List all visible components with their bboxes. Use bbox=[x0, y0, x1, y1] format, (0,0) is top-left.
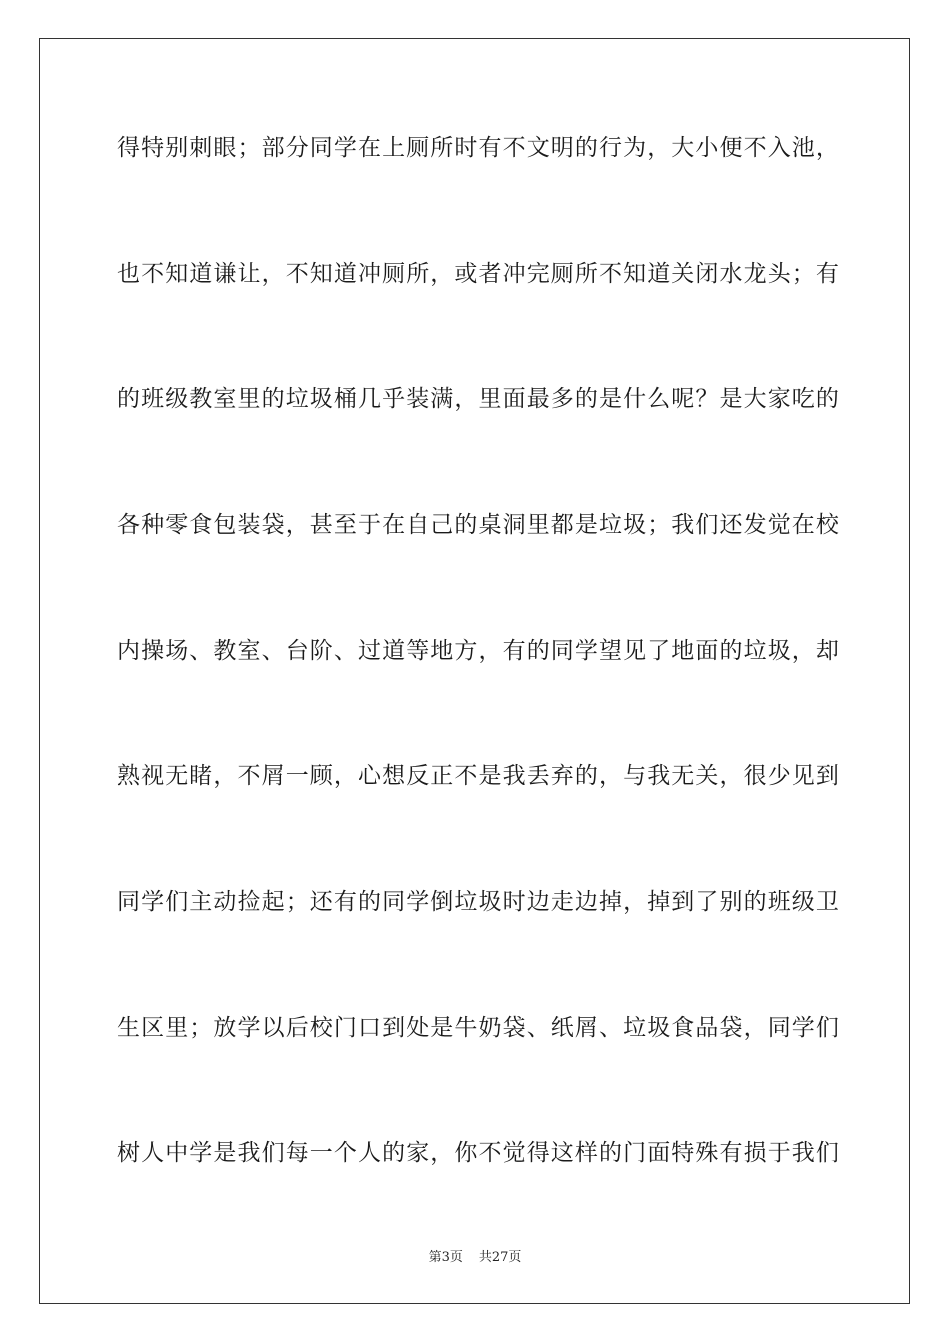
text-line: 各种零食包装袋，甚至于在自己的桌洞里都是垃圾；我们还发觉在校 bbox=[117, 512, 840, 538]
text-line: 熟视无睹，不屑一顾，心想反正不是我丢弃的，与我无关，很少见到 bbox=[117, 763, 840, 789]
total-pages: 共27页 bbox=[478, 1250, 522, 1265]
text-line: 得特别刺眼；部分同学在上厕所时有不文明的行为，大小便不入池， bbox=[117, 135, 840, 161]
page-border bbox=[39, 38, 910, 1304]
text-line: 树人中学是我们每一个人的家，你不觉得这样的门面特殊有损于我们 bbox=[117, 1140, 840, 1166]
text-line: 的班级教室里的垃圾桶几乎装满，里面最多的是什么呢？是大家吃的 bbox=[117, 386, 840, 412]
page-footer bbox=[0, 1246, 950, 1265]
text-line: 生区里；放学以后校门口到处是牛奶袋、纸屑、垃圾食品袋，同学们 bbox=[117, 1015, 840, 1041]
text-line: 同学们主动捡起；还有的同学倒垃圾时边走边掉，掉到了别的班级卫 bbox=[117, 889, 840, 915]
current-page-number: 第3页 bbox=[428, 1250, 463, 1265]
text-line: 也不知道谦让，不知道冲厕所，或者冲完厕所不知道关闭水龙头；有 bbox=[117, 261, 840, 287]
text-line: 内操场、教室、台阶、过道等地方，有的同学望见了地面的垃圾，却 bbox=[117, 638, 840, 664]
